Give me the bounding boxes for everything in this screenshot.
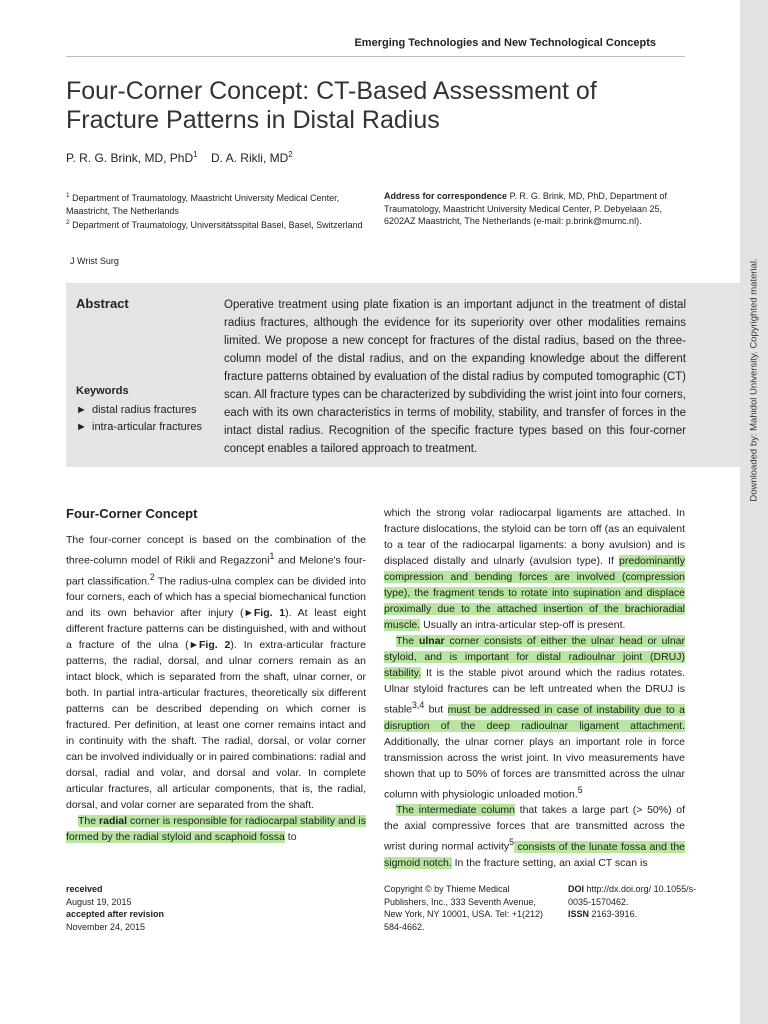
doi-info [568, 883, 708, 921]
text-run: The [396, 635, 419, 647]
keyword-list [76, 402, 232, 436]
text-run: to [284, 831, 297, 843]
address-text: P. R. G. Brink, MD, PhD, Department of Traumatology, Maastricht University Medical Center, P. Debyelaan 25, 6202AZ Maastricht, The Netherlands (e-mail: p.brink@mumc.nl). [384, 191, 667, 226]
arrow-icon: ► [76, 421, 87, 433]
keyword-text: intra-articular fractures [92, 421, 203, 433]
paragraph [66, 813, 366, 845]
paragraph [384, 633, 685, 802]
title-line-2: Fracture Patterns in Distal Radius [66, 106, 440, 134]
abstract-box [66, 283, 740, 467]
download-notice: Downloaded by: Mahidol University. Copyrighted material. [748, 258, 760, 502]
text-run: Usually an intra-articular step-off is present. [420, 619, 626, 631]
journal-name: J Wrist Surg [70, 256, 119, 266]
citation: 5 [577, 784, 583, 795]
abstract-text: Operative treatment using plate fixation is an important adjunct in the treatment of distal radius fractures, although the evidence for its superiority over other modalities remains limited. We propose a new concept for fractures of the distal radius, based on the three-column model of the distal radius, and on the expanding knowledge about the different fracture patterns obtained by evaluation of the distal radius by computed tomographic (CT) scan. All fracture types can be characterized by subdividing the wrist joint into four corners, each with its own characteristics in terms of mobility, stability, and transfer of forces in the intact distal radius. Recognition of the specific fracture types based on this four-corner concept enables a tailored approach to treatment. [224, 299, 686, 455]
section-title: Four-Corner Concept [66, 506, 198, 521]
text-run: The four-corner concept is based on the combination of the three-column model of Rikli and Regazzoni [66, 534, 366, 567]
figure-2-link[interactable]: ►Fig. 2 [188, 639, 231, 651]
text-run: corner consists of either the ulnar head or ulnar styloid, and is important for distal radioulnar joint (DRUJ) stability. [384, 635, 685, 679]
correspondence-address [384, 190, 694, 228]
keyword-text: distal radius fractures [92, 404, 197, 416]
received-label: received [66, 884, 103, 894]
text-run: ). In extra-articular fracture patterns, the radial, dorsal, and ulnar corners remain as an intact block, which is separated from the shaft, ulnar corner, or both. In partial intra-articular fractures, theoretically six different patterns can be described depending on which corner is fractured. Per definition, at least one corner remains intact and in continuity with the shaft. The radial, dorsal, or volar corner can be involved individually or in paired combinations: radial and dorsal, radial and volar, and dorsal and volar. In complete articular fractures, all articular components, that is, the radial, dorsal, and volar corner are separated from the shaft. [66, 639, 367, 811]
abstract-heading: Abstract [76, 296, 129, 311]
highlight: The intermediate column [396, 804, 516, 816]
accepted-date: November 24, 2015 [66, 921, 146, 932]
text-run: that takes a large part (> 50%) of the axial compressive forces that are transmitted across the wrist during normal activity [384, 804, 685, 853]
left-column [66, 532, 366, 845]
citation: 2 [149, 571, 155, 582]
citation: 5 [509, 837, 515, 847]
text-run: which the strong volar radiocarpal ligaments are attached. In fracture dislocations, the styloid can be torn off (as an equivalent to a tear of the radiocarpal ligaments: a bony avulsion) and is displaced distally and ulnarly (avulsion type). If [384, 507, 685, 567]
affiliation-2 [66, 217, 366, 232]
figure-1-link[interactable]: ►Fig. 1 [243, 607, 286, 619]
doi-label: DOI [568, 884, 585, 894]
affiliations [66, 190, 366, 232]
accepted-label: accepted after revision [66, 909, 165, 919]
author-1: P. R. G. Brink, MD, PhD [66, 151, 194, 165]
text-run: but [424, 703, 448, 716]
paragraph [384, 505, 685, 633]
issn-label: ISSN [568, 909, 590, 919]
text-run: The radius-ulna complex can be divided into four corners, each of which has a special biomechanical function and its own behavior after injury ( [66, 575, 366, 619]
right-column [384, 505, 685, 871]
paragraph [66, 532, 366, 813]
text-run: corner is responsible for radiocarpal stability and is formed by the radial styloid and scaphoid fossa [66, 815, 366, 843]
highlight: consists of the lunate fossa and the sigmoid notch. [384, 840, 685, 869]
arrow-icon: ► [76, 404, 87, 416]
keyword-item [76, 402, 232, 419]
affiliation-2-text: Department of Traumatology, Universitätsspital Basel, Basel, Switzerland [72, 220, 363, 230]
affiliation-2-number: 2 [66, 219, 70, 226]
highlight [66, 815, 366, 843]
issn-number: 2163-3916. [591, 909, 638, 919]
text-run: and Melone's four-part classification. [66, 554, 366, 587]
side-margin [740, 0, 768, 1024]
copyright-notice: Copyright © by Thieme Medical Publishers, Inc., 333 Seventh Avenue, New York, NY 10001, USA. Tel: +1(212) 584-4662. [384, 884, 544, 932]
keyword-item [76, 419, 232, 436]
text-run: It is the stable pivot around which the radius rotates. Ulnar styloid fractures can be left untreated when the DRUJ is stable [384, 667, 685, 716]
citation: 1 [269, 551, 275, 561]
highlight: must be addressed in case of instability due to a disruption of the deep radioulnar ligament attachment. [384, 703, 685, 732]
text-run: The [78, 815, 100, 827]
paragraph [384, 802, 685, 871]
text-run: In the fracture setting, an axial CT scan is [451, 856, 648, 869]
text-run: ulnar [418, 635, 445, 647]
title-line-1: Four-Corner Concept: CT-Based Assessment of [66, 77, 597, 105]
running-head: Emerging Technologies and New Technological Concepts [354, 37, 656, 49]
address-label: Address for correspondence [384, 191, 508, 201]
text-run: radial [99, 815, 128, 827]
affiliation-1-number: 1 [66, 192, 70, 199]
doi-link[interactable]: http://dx.doi.org/ 10.1055/s-0035-1570462. [568, 884, 697, 907]
received-date: August 19, 2015 [66, 896, 132, 907]
citation: 3,4 [412, 700, 425, 710]
text-run: ). At least eight different fracture patterns can be distinguished, with and without a fracture of the ulna ( [66, 607, 366, 651]
author-2-affil: 2 [288, 150, 293, 159]
highlight: predominantly compression and bending forces are involved (compression type), the fragment tends to rotate into supination and displace proximally due to the attached insertion of the brachioradial muscle. [384, 555, 685, 631]
author-1-affil: 1 [193, 150, 198, 159]
affiliation-1 [66, 190, 366, 217]
text-run: Additionally, the ulnar corner plays an important role in force transmission across the wrist joint. In vivo measurements have shown that up to 50% of forces are transmitted across the ulnar column with physiologic unloaded motion. [384, 735, 685, 800]
article-title [66, 77, 686, 135]
received-info [66, 883, 226, 933]
author-list [66, 150, 293, 165]
keywords-heading: Keywords [76, 385, 129, 397]
affiliation-1-text: Department of Traumatology, Maastricht University Medical Center, Maastricht, The Netherlands [66, 193, 340, 216]
author-2: D. A. Rikli, MD [210, 151, 289, 165]
header-rule [66, 56, 685, 57]
